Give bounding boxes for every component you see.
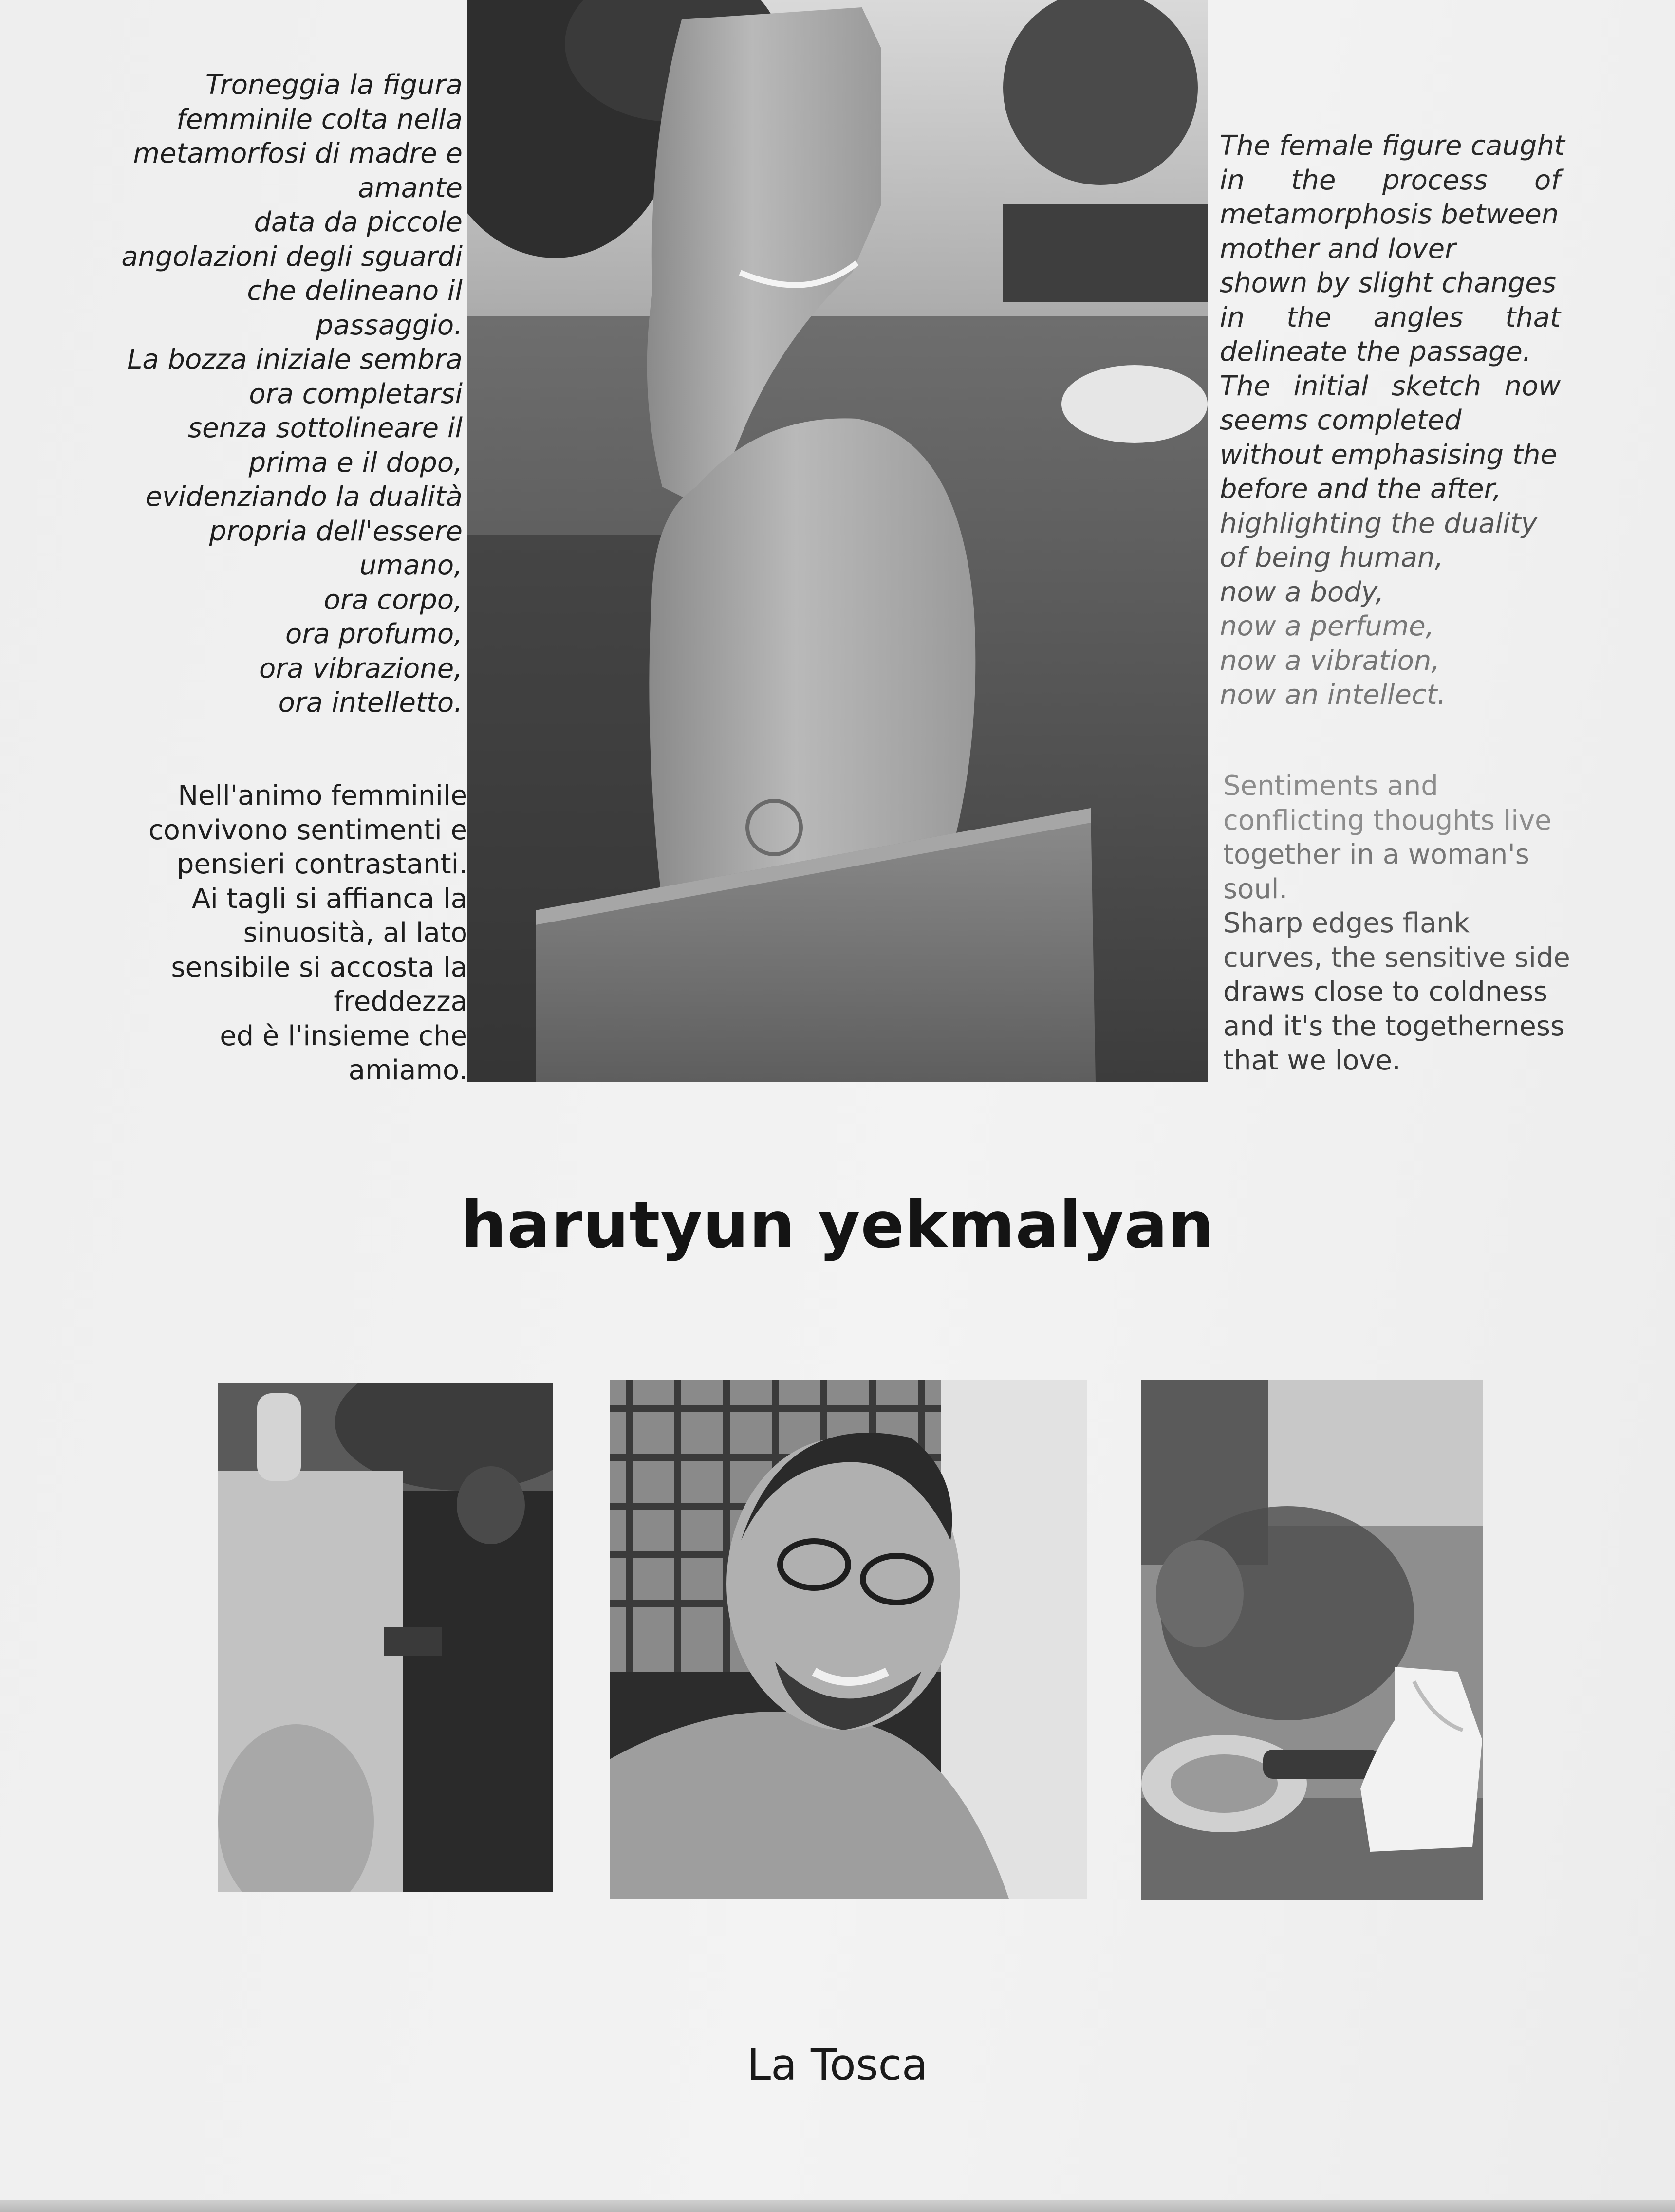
text-line: femminile colta nella [176, 103, 463, 135]
sculptor-carving-graphic [218, 1383, 553, 1892]
text-line: senza sottolineare il [187, 412, 463, 444]
text-line: draws close to coldness [1223, 976, 1548, 1008]
italian-intro-text [73, 68, 463, 720]
text-line: now a body, [1220, 576, 1384, 608]
text-line: La bozza iniziale sembra [127, 344, 463, 375]
text-line: of being human, [1220, 542, 1444, 573]
text-line: now a vibration, [1220, 645, 1440, 677]
text-line: che delineano il [247, 275, 463, 307]
artist-portrait-photo [610, 1380, 1087, 1899]
text-line: shown by slight changes [1220, 267, 1556, 299]
text-line: ora intelletto. [278, 687, 463, 719]
text-line: curves, the sensitive side [1223, 941, 1570, 974]
sculpture-photo [467, 0, 1208, 1082]
text-line: propria dell'essere [209, 515, 463, 547]
sculptor-carving-photo [218, 1383, 553, 1892]
text-line: ora completarsi [249, 378, 463, 410]
text-line: angolazioni degli sguardi [121, 240, 463, 273]
page-bottom-edge [0, 2200, 1675, 2212]
text-line: convivono sentimenti e [148, 814, 467, 846]
text-line: amiamo. [348, 1054, 467, 1086]
text-line: The initial sketch now [1220, 370, 1561, 402]
text-line: sensibile si accosta la [171, 951, 467, 983]
text-line: amante [357, 172, 463, 204]
text-line: evidenziando la dualità [145, 481, 463, 513]
text-line: Sharp edges flank [1223, 907, 1470, 939]
artist-name: harutyun yekmalyan [461, 1188, 1214, 1263]
text-line: The female figure caught [1220, 130, 1565, 162]
text-line: Troneggia la figura [205, 69, 463, 101]
text-line: metamorphosis between [1220, 199, 1559, 230]
text-line: and it's the togetherness [1223, 1010, 1565, 1042]
text-line: ora vibrazione, [259, 652, 463, 684]
text-line: that we love. [1223, 1045, 1401, 1076]
english-intro-text [1220, 129, 1565, 713]
work-title: La Tosca [747, 2040, 928, 2090]
artist-portrait-graphic [610, 1380, 1087, 1899]
text-line: highlighting the duality [1220, 507, 1537, 539]
text-line: now a perfume, [1220, 610, 1434, 642]
text-line: delineate the passage. [1220, 336, 1531, 368]
text-line: prima e il dopo, [248, 446, 463, 479]
sculpture-photo-graphic [467, 0, 1208, 1082]
text-line: in the angles that [1220, 301, 1561, 333]
english-second-text [1223, 769, 1574, 1078]
text-line: metamorfosi di madre e [133, 138, 463, 169]
text-line: sinuosità, al lato [243, 917, 467, 949]
italian-second-text [73, 779, 467, 1088]
text-line: ora profumo, [285, 618, 463, 650]
text-line: umano, [359, 550, 463, 581]
text-line: Ai tagli si affianca la [192, 883, 467, 915]
text-line: seems completed [1220, 405, 1462, 436]
text-line: ed è l'insieme che [220, 1020, 467, 1052]
text-line: data da piccole [254, 206, 463, 238]
text-line: pensieri contrastanti. [176, 848, 467, 880]
small-sculpture-graphic [1141, 1380, 1483, 1900]
text-line: ora corpo, [323, 584, 463, 616]
text-line: Nell'animo femminile [178, 780, 467, 811]
text-line: conflicting thoughts live [1223, 804, 1552, 836]
text-line: passaggio. [316, 309, 463, 341]
text-line: Sentiments and [1223, 770, 1438, 802]
text-line: in the process of [1220, 164, 1561, 196]
small-sculpture-with-grinder-photo [1141, 1380, 1483, 1900]
text-line: now an intellect. [1220, 679, 1446, 711]
text-line: together in a woman's [1223, 839, 1529, 870]
text-line: before and the after, [1220, 473, 1502, 505]
text-line: soul. [1223, 873, 1288, 905]
text-line: mother and lover [1220, 233, 1456, 265]
text-line: freddezza [334, 986, 467, 1017]
text-line: without emphasising the [1220, 439, 1557, 471]
